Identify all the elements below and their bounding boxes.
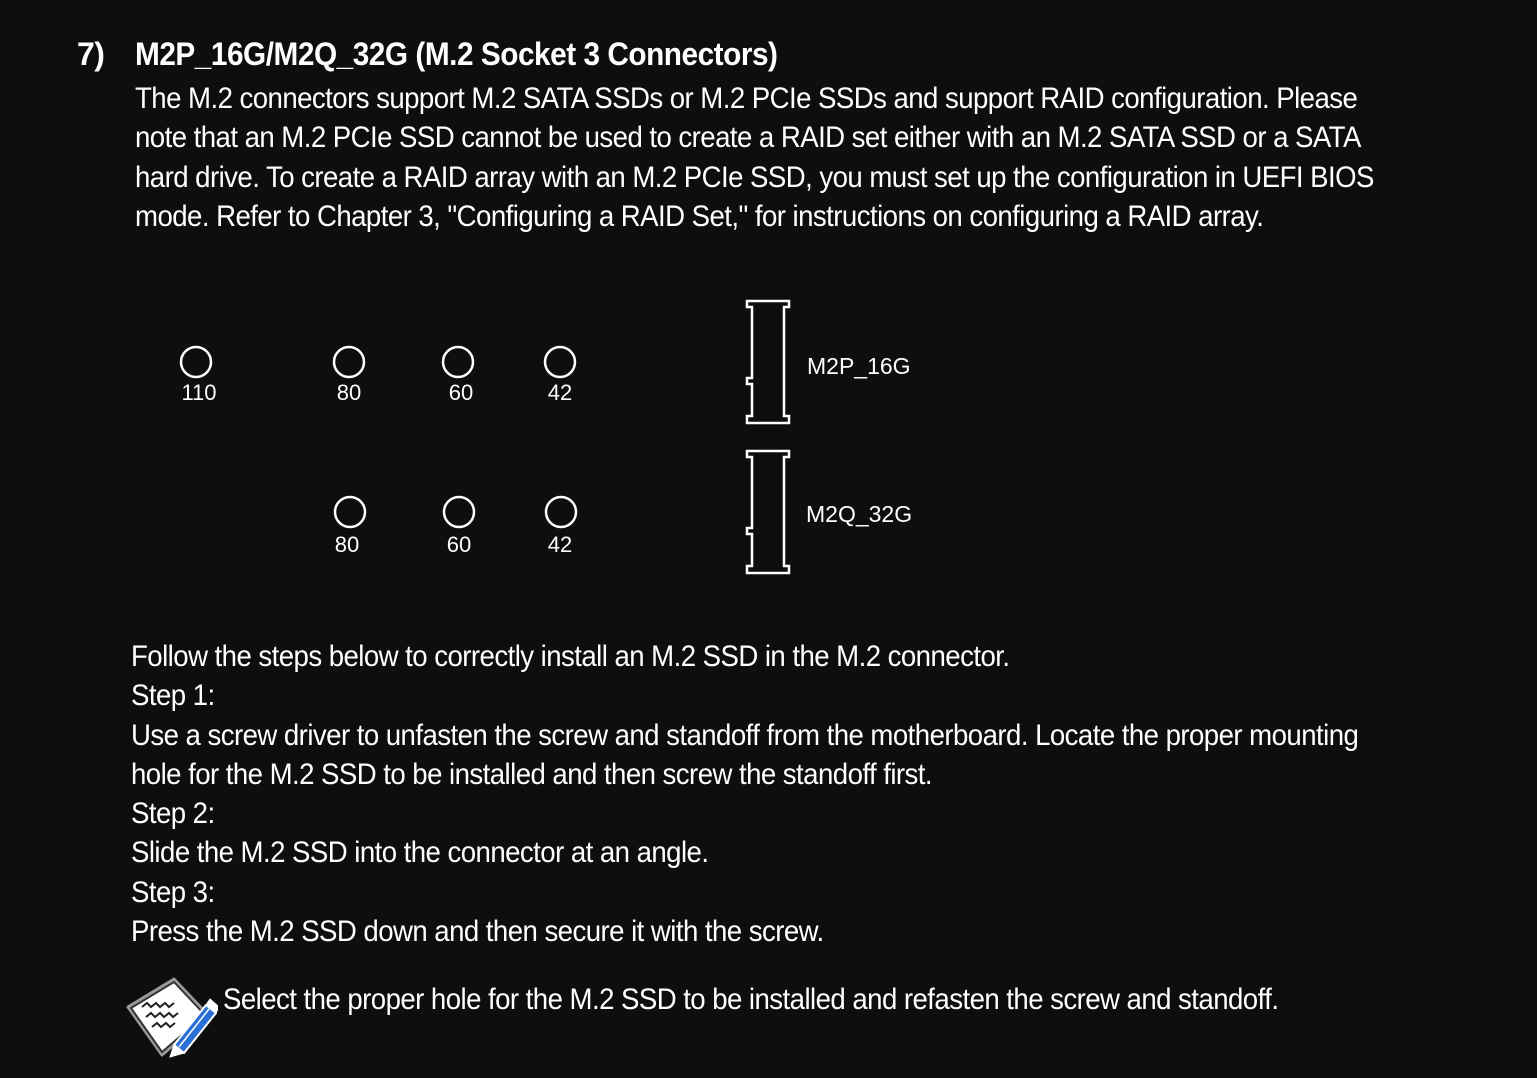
hole-label-80-top: 80 xyxy=(336,380,362,405)
step2-text: Slide the M.2 SSD into the connector at an angle. xyxy=(131,836,709,870)
mounting-hole-80-top xyxy=(334,347,364,377)
intro-line: note that an M.2 PCIe SSD cannot be used to create a RAID set either with an M.2 SATA SSD or a SATA xyxy=(135,121,1361,155)
connector-label-m2p: M2P_16G xyxy=(807,353,911,379)
step1-heading: Step 1: xyxy=(131,679,215,713)
step3-heading: Step 3: xyxy=(131,875,215,909)
row1-holes xyxy=(181,347,575,377)
row2-holes xyxy=(335,497,576,527)
steps-intro: Follow the steps below to correctly install an M.2 SSD in the M.2 connector. xyxy=(131,640,1010,673)
connector-label-m2q: M2Q_32G xyxy=(806,501,913,527)
mounting-hole-60-top xyxy=(443,347,473,377)
m2-connector-diagram xyxy=(0,280,1000,600)
note-text: Select the proper hole for the M.2 SSD to be installed and refasten the screw and standoff. xyxy=(223,983,1279,1016)
section-intro xyxy=(135,79,1425,236)
mounting-hole-60-bottom xyxy=(444,497,474,527)
hole-label-80-bottom: 80 xyxy=(334,532,360,557)
step1-line: hole for the M.2 SSD to be installed and then screw the standoff first. xyxy=(131,757,933,791)
m2-diagram-svg xyxy=(0,280,1000,600)
connector-m2q-outline xyxy=(747,451,789,573)
mounting-hole-80-bottom xyxy=(335,497,365,527)
step1-line: Use a screw driver to unfasten the screw and standoff from the motherboard. Locate the proper mounting xyxy=(131,718,1359,752)
section-title: M2P_16G/M2Q_32G (M.2 Socket 3 Connectors) xyxy=(135,36,778,72)
hole-label-60-top: 60 xyxy=(448,380,474,405)
hole-label-42-top: 42 xyxy=(547,380,573,405)
mounting-hole-110-top xyxy=(181,347,211,377)
connector-m2p-outline xyxy=(747,301,789,423)
intro-line: The M.2 connectors support M.2 SATA SSDs or M.2 PCIe SSDs and support RAID configuration. Please xyxy=(135,82,1358,115)
note-pencil-icon xyxy=(124,975,218,1061)
hole-label-42-bottom: 42 xyxy=(547,532,573,557)
hole-label-110-top: 110 xyxy=(181,380,217,405)
mounting-hole-42-bottom xyxy=(546,497,576,527)
hole-label-60-bottom: 60 xyxy=(446,532,472,557)
step2-heading: Step 2: xyxy=(131,797,215,831)
step3-text: Press the M.2 SSD down and then secure it with the screw. xyxy=(131,915,824,949)
mounting-hole-42-top xyxy=(545,347,575,377)
install-steps xyxy=(131,637,1431,951)
intro-line: hard drive. To create a RAID array with an M.2 PCIe SSD, you must set up the configuration in UEFI BIOS xyxy=(135,160,1374,194)
section-number: 7) xyxy=(77,36,105,72)
intro-line: mode. Refer to Chapter 3, "Configuring a RAID Set," for instructions on configuring a RAID array. xyxy=(135,199,1264,233)
